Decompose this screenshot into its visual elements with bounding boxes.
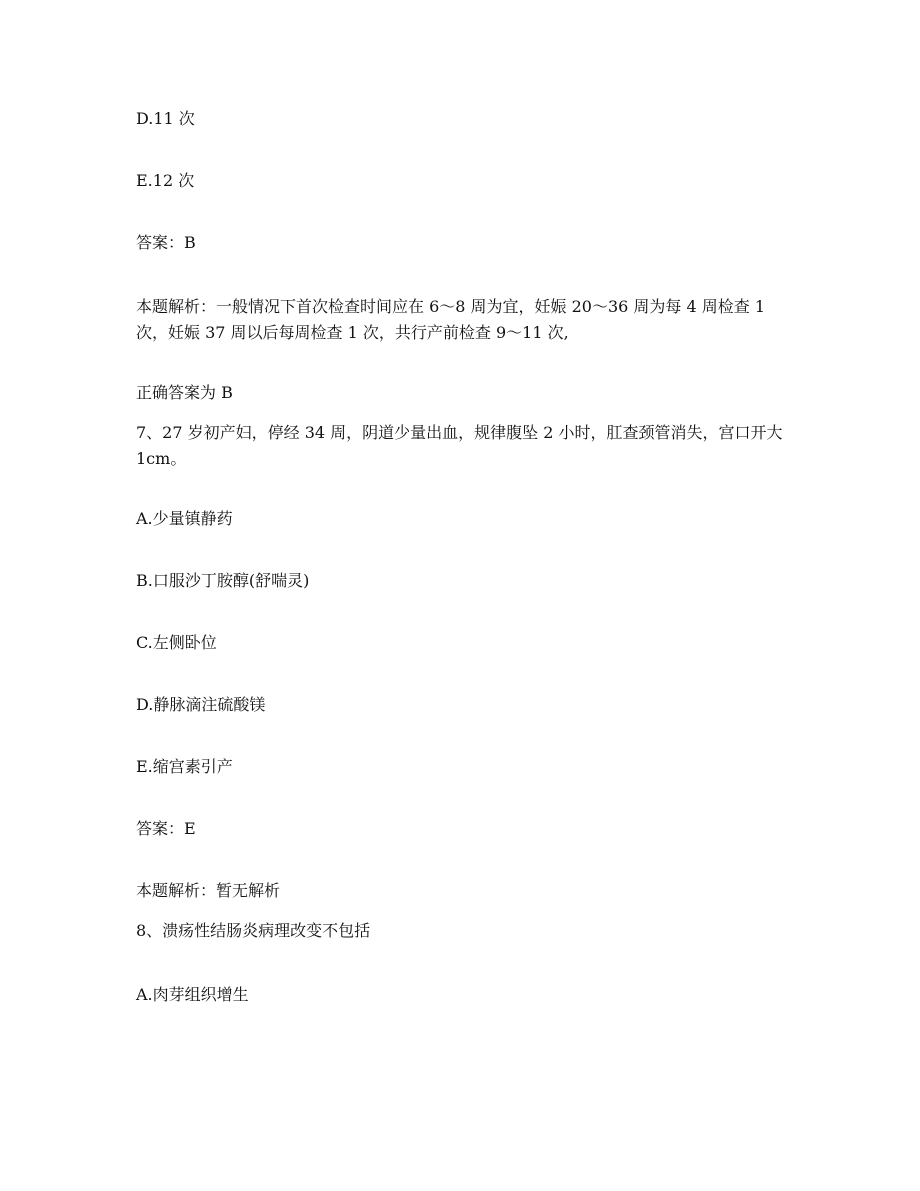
q6-analysis: 本题解析：一般情况下首次检查时间应在 6～8 周为宜，妊娠 20～36 周为每 4 周检查 1 次，妊娠 37 周以后每周检查 1 次，共行产前检查 9～11 次,	[136, 297, 766, 342]
q7-answer: 答案：E	[136, 819, 196, 838]
q7-stem: 7、27 岁初产妇，停经 34 周，阴道少量出血，规律腹坠 2 小时，肛查颈管消失，宫口开大 1cm。	[136, 423, 783, 468]
q7-option-d: D.静脉滴注硫酸镁	[136, 695, 266, 714]
q7-option-a: A.少量镇静药	[136, 509, 233, 528]
q7-option-c: C.左侧卧位	[136, 633, 217, 652]
q8-option-a: A.肉芽组织增生	[136, 985, 249, 1004]
q6-correct-answer: 正确答案为 B	[136, 383, 233, 402]
q7-option-b: B.口服沙丁胺醇(舒喘灵)	[136, 571, 310, 590]
q7-analysis: 本题解析：暂无解析	[136, 881, 281, 900]
q6-option-d: D.11 次	[136, 109, 195, 128]
q8-stem: 8、溃疡性结肠炎病理改变不包括	[136, 921, 371, 940]
q6-answer: 答案：B	[136, 233, 196, 252]
q7-option-e: E.缩宫素引产	[136, 757, 233, 776]
q6-option-e: E.12 次	[136, 171, 195, 190]
